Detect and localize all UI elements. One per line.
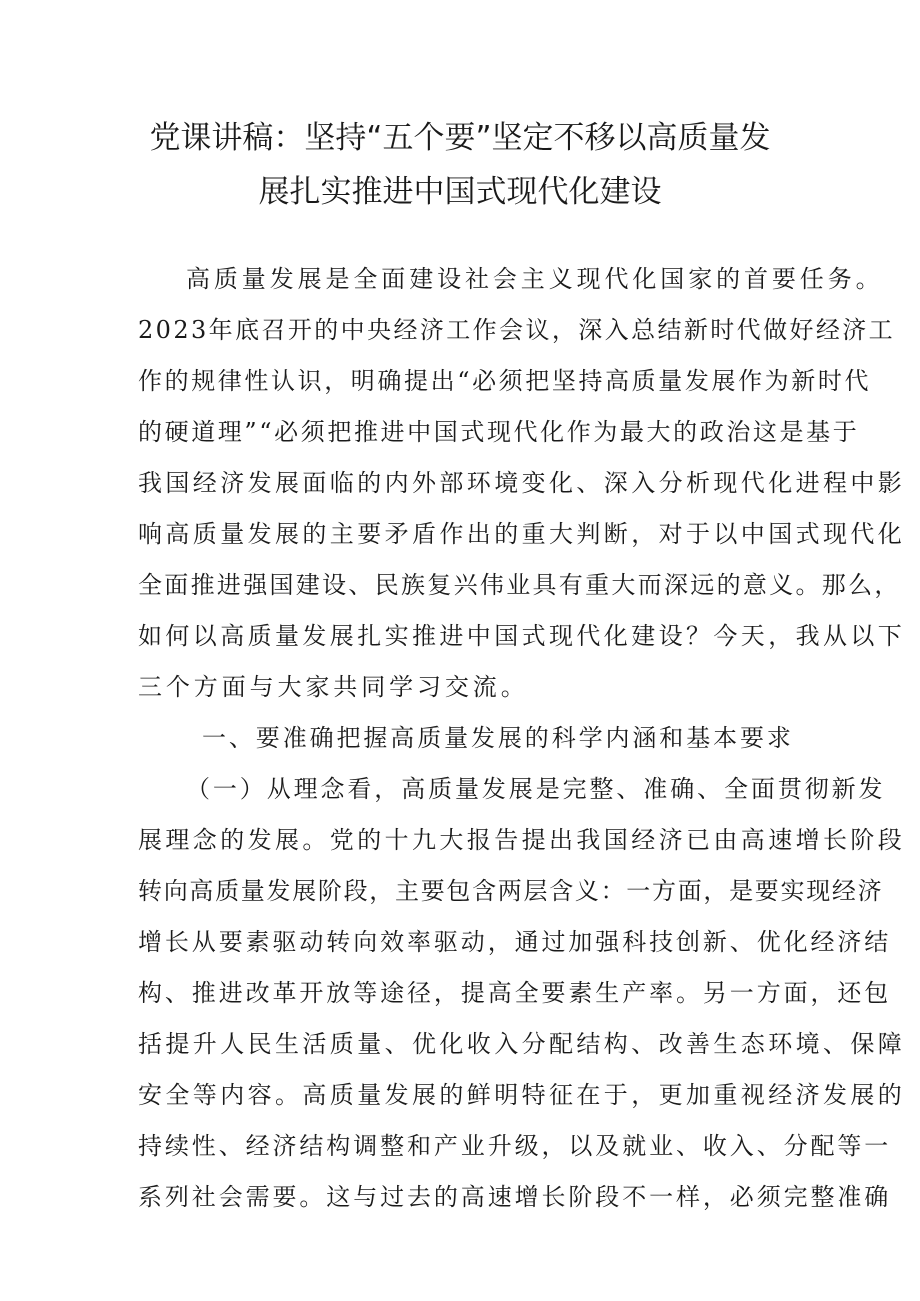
paragraph-line: 2023年底召开的中央经济工作会议，深入总结新时代做好经济工 [138, 316, 896, 344]
document-title-line-1: 党课讲稿：坚持“五个要”坚定不移以高质量发 [149, 120, 771, 156]
paragraph-line: 转向高质量发展阶段，主要包含两层含义：一方面，是要实现经济 [138, 877, 884, 905]
document-title-line-2: 展扎实推进中国式现代化建设 [258, 174, 662, 210]
paragraph-line: 作的规律性认识，明确提出“必须把坚持高质量发展作为新时代 [138, 367, 872, 395]
paragraph-line: 系列社会需要。这与过去的高速增长阶段不一样，必须完整准确 [138, 1183, 892, 1211]
paragraph-line: 展理念的发展。党的十九大报告提出我国经济已由高速增长阶段 [138, 826, 906, 854]
section-heading: 一、要准确把握高质量发展的科学内涵和基本要求 [202, 724, 794, 752]
paragraph-line: 响高质量发展的主要矛盾作出的重大判断，对于以中国式现代化 [138, 520, 906, 548]
paragraph-line: 构、推进改革开放等途径，提高全要素生产率。另一方面，还包 [138, 979, 892, 1007]
paragraph-line: 增长从要素驱动转向效率驱动，通过加强科技创新、优化经济结 [138, 928, 892, 956]
paragraph-line: 全面推进强国建设、民族复兴伟业具有重大而深远的意义。那么， [138, 571, 901, 599]
paragraph-line: 安全等内容。高质量发展的鲜明特征在于，更加重视经济发展的 [138, 1081, 906, 1109]
paragraph-line: 如何以高质量发展扎实推进中国式现代化建设？今天，我从以下 [138, 622, 906, 650]
paragraph-line: 我国经济发展面临的内外部环境变化、深入分析现代化进程中影 [138, 469, 906, 497]
paragraph-line: 高质量发展是全面建设社会主义现代化国家的首要任务。 [186, 265, 884, 293]
paragraph-line: （一）从理念看，高质量发展是完整、准确、全面贯彻新发 [186, 775, 886, 803]
paragraph-line: 括提升人民生活质量、优化收入分配结构、改善生态环境、保障 [138, 1030, 906, 1058]
paragraph-line: 的硬道理”“必须把推进中国式现代化作为最大的政治这是基于 [138, 418, 860, 446]
paragraph-line: 持续性、经济结构调整和产业升级，以及就业、收入、分配等一 [138, 1132, 892, 1160]
paragraph-line: 三个方面与大家共同学习交流。 [138, 673, 529, 701]
